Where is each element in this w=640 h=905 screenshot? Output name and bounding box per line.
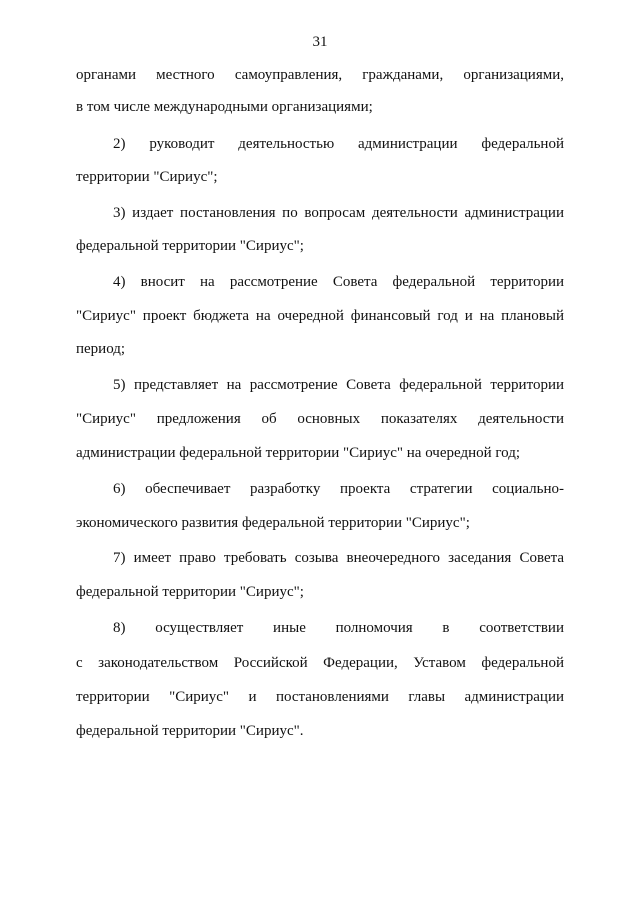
text-line: 7) имеет право требовать созыва внеочередного заседания Совета <box>113 550 564 566</box>
text-line: 8) осуществляет иные полномочия в соответствии <box>113 620 564 636</box>
text-line: администрации федеральной территории "Сириус" на очередной год; <box>76 445 521 461</box>
text-line: федеральной территории "Сириус". <box>76 723 304 739</box>
text-line: 3) издает постановления по вопросам деятельности администрации <box>113 205 564 221</box>
text-line: 5) представляет на рассмотрение Совета федеральной территории <box>113 377 564 393</box>
text-line: с законодательством Российской Федерации, Уставом федеральной <box>76 655 564 671</box>
text-line: федеральной территории "Сириус"; <box>76 238 304 254</box>
text-line: период; <box>76 341 126 357</box>
text-line: территории "Сириус"; <box>76 169 218 185</box>
text-line: 2) руководит деятельностью администрации федеральной <box>113 136 564 152</box>
page-number: 31 <box>312 34 328 50</box>
text-line: 6) обеспечивает разработку проекта стратегии социально- <box>113 481 564 497</box>
text-line: "Сириус" предложения об основных показателях деятельности <box>76 411 564 427</box>
text-line: "Сириус" проект бюджета на очередной финансовый год и на плановый <box>76 308 564 324</box>
text-line: органами местного самоуправления, гражданами, организациями, <box>76 67 564 83</box>
text-line: территории "Сириус" и постановлениями главы администрации <box>76 689 564 705</box>
text-line: федеральной территории "Сириус"; <box>76 584 304 600</box>
text-line: в том числе международными организациями; <box>76 99 373 115</box>
text-line: 4) вносит на рассмотрение Совета федеральной территории <box>113 274 564 290</box>
text-line: экономического развития федеральной территории "Сириус"; <box>76 515 470 531</box>
